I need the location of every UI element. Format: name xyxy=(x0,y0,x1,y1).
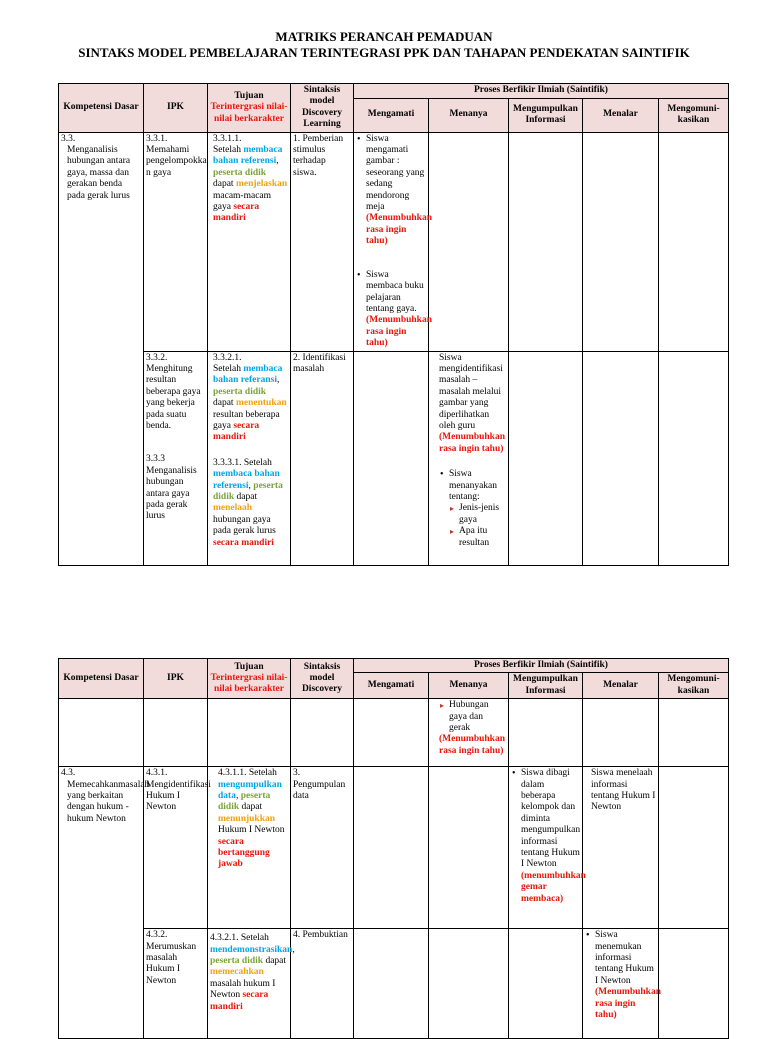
tujuan-cell xyxy=(208,767,291,929)
tujuan-cell xyxy=(208,351,291,565)
sintaks-cell xyxy=(291,351,354,565)
matrix-table-2 xyxy=(58,658,729,1039)
ipk-text: 3.3.2. Menghitung resultan beberapa gaya yang bekerja pada suatu benda. xyxy=(146,352,201,431)
header-proses-berfikir: Proses Berfikir Ilmiah (Saintifik) xyxy=(354,659,729,673)
ipk-text: 3.3.3 Menganalisis hubungan antara gaya pada gerak lurus xyxy=(146,454,197,522)
ipk-cell xyxy=(144,132,208,351)
mengomunikasikan-cell xyxy=(659,929,729,1039)
menalar-text: Siswa menelaah informasi tentang Hukum I Newton xyxy=(591,768,656,813)
mengamati-cell xyxy=(354,132,432,351)
tujuan-number: 3.3.2.1. xyxy=(213,352,242,363)
ipk-cell xyxy=(144,351,208,565)
sintaks-cell xyxy=(291,767,354,929)
sub-list-item: ▸ Hubungan gaya dan gerak xyxy=(449,700,506,734)
mengomunikasikan-cell xyxy=(659,351,729,565)
tujuan-cell xyxy=(208,929,295,1039)
mengamati-cell xyxy=(354,767,429,929)
header-mengumpulkan: Mengumpulkan Informasi xyxy=(509,98,583,132)
list-item: • Siswa menanyakan tentang: ▸ Jenis-jenis gaya ▸ Apa itu resultan xyxy=(449,469,506,549)
sintaks-cell xyxy=(291,132,354,351)
sub-list-item: ▸ Jenis-jenis gaya xyxy=(459,503,506,526)
document-subtitle: SINTAKS MODEL PEMBELAJARAN TERINTEGRASI PPK DAN TAHAPAN PENDEKATAN SAINTIFIK xyxy=(78,45,690,60)
list-item: • Siswa mengamati gambar : seseorang yang sedang mendorong meja (Menumbuhkan rasa ingin tahu) xyxy=(366,134,426,248)
kd-cell xyxy=(59,699,144,767)
menalar-cell xyxy=(583,699,659,767)
header-proses-berfikir: Proses Berfikir Ilmiah (Saintifik) xyxy=(354,84,729,99)
menalar-cell xyxy=(583,929,659,1039)
ipk-text: 3.3.1. Memahami pengelompokka n gaya xyxy=(146,133,207,178)
header-kompetensi-dasar: Kompetensi Dasar xyxy=(59,84,144,133)
sintaks-cell xyxy=(291,699,354,767)
header-menalar: Menalar xyxy=(583,98,659,132)
mengomunikasikan-cell xyxy=(659,132,729,351)
header-sintaksis: Sintaksis model Discovery Learning xyxy=(291,84,354,133)
kd-number: 4.3. xyxy=(61,768,76,779)
menanya-cell xyxy=(429,699,509,767)
mengamati-cell xyxy=(354,351,429,565)
sintaks-step: 3. Pengumpulan data xyxy=(293,768,346,802)
tujuan-text: 3.3.3.1. Setelah membaca bahan referensi, peserta didik dapat menelaah hubungan gaya pada gerak lurus secara mandiri xyxy=(213,457,283,548)
mengumpulkan-cell xyxy=(509,929,583,1039)
kd-cell xyxy=(59,132,144,565)
menanya-cell xyxy=(429,929,509,1039)
header-ipk: IPK xyxy=(144,659,208,699)
sintaks-step: 4. Pembuktian xyxy=(293,930,348,941)
header-ipk: IPK xyxy=(144,84,208,133)
mengamati-cell xyxy=(354,699,429,767)
mengumpulkan-cell xyxy=(509,699,583,767)
header-tujuan-subtitle: Terintergrasi nilai-nilai berkarakter xyxy=(210,672,288,695)
tujuan-text: 4.3.1.1. Setelah mengumpulkan data, peserta didik dapat menunjukkan Hukum I Newton secara bertanggung jawab xyxy=(218,768,285,870)
menanya-cell xyxy=(429,351,509,565)
menanya-text: Siswa mengidentifikasi masalah – masalah melalui gambar yang diperlihatkan oleh guru (Menumbuhkan rasa ingin tahu) xyxy=(439,352,505,454)
ipk-text: 4.3.1. Mengidentifikasi Hukum I Newton xyxy=(146,768,211,813)
menanya-cell xyxy=(429,767,509,929)
tujuan-text: Setelah membaca bahan referensi, peserta didik dapat menjelaskan macam-macam gaya secara mandiri xyxy=(213,145,288,224)
ipk-cell xyxy=(144,767,211,929)
list-item: • Siswa membaca buku pelajaran tentang gaya. (Menumbuhkan rasa ingin tahu) xyxy=(366,270,426,350)
tujuan-text: Setelah membaca bahan referansi, peserta didik dapat menentukan resultan beberapa gaya secara mandiri xyxy=(213,363,287,443)
header-mengomunikasikan: Mengomuni-kasikan xyxy=(659,673,729,699)
menalar-cell xyxy=(583,767,659,929)
tujuan-cell xyxy=(208,132,291,351)
header-menanya: Menanya xyxy=(429,673,509,699)
tujuan-number: 3.3.1.1. xyxy=(213,133,242,144)
tujuan-cell xyxy=(208,699,291,767)
header-tujuan-title: Tujuan xyxy=(234,90,264,101)
list-item: • Siswa menemukan informasi tentang Hukum I Newton (Menumbuhkan rasa ingin tahu) xyxy=(595,930,656,1021)
header-menalar: Menalar xyxy=(583,673,659,699)
header-kompetensi-dasar: Kompetensi Dasar xyxy=(59,659,144,699)
sintaks-step: 1. Pemberian stimulus terhadap siswa. xyxy=(293,133,344,178)
tujuan-text: 4.3.2.1. Setelah mendemonstrasikan, peserta didik dapat memecahkan masalah hukum I Newton secara mandiri xyxy=(210,933,295,1012)
mengumpulkan-cell xyxy=(509,132,583,351)
menanya-note: (Menumbuhkan rasa ingin tahu) xyxy=(439,734,505,756)
kd-text: Memecahkanmasalah yang berkaitan dengan hukum - hukum Newton xyxy=(67,779,150,824)
header-tujuan-title: Tujuan xyxy=(234,661,264,672)
sintaks-step: 2. Identifikasi masalah xyxy=(293,352,346,374)
kd-text: Menganalisis hubungan antara gaya, massa dan gerakan benda pada gerak lurus xyxy=(67,145,131,201)
mengumpulkan-cell xyxy=(509,767,586,929)
header-mengumpulkan: Mengumpulkan Informasi xyxy=(509,673,583,699)
document-title: MATRIKS PERANCAH PEMADUAN xyxy=(275,29,493,44)
kd-cell xyxy=(59,767,150,1039)
list-item: • Siswa dibagi dalam beberapa kelompok dan diminta mengumpulkan informasi tentang Hukum I Newton (menumbuhkan gemar membaca) xyxy=(521,768,580,905)
header-mengamati: Mengamati xyxy=(354,673,429,699)
sintaks-cell xyxy=(291,929,354,1039)
mengomunikasikan-cell xyxy=(659,767,729,929)
ipk-text: 4.3.2. Merumuskan masalah Hukum I Newton xyxy=(146,930,197,986)
menanya-cell xyxy=(429,132,509,351)
header-tujuan xyxy=(208,84,291,133)
menalar-cell xyxy=(583,351,659,565)
header-tujuan xyxy=(208,659,291,699)
kd-number: 3.3. xyxy=(61,133,76,144)
sub-list-item: ▸ Apa itu resultan xyxy=(459,526,506,549)
matrix-table-1 xyxy=(58,83,729,566)
mengumpulkan-cell xyxy=(509,351,583,565)
mengomunikasikan-cell xyxy=(659,699,729,767)
ipk-cell xyxy=(144,929,208,1039)
header-mengamati: Mengamati xyxy=(354,98,429,132)
header-mengomunikasikan: Mengomuni-kasikan xyxy=(659,98,729,132)
menalar-cell xyxy=(583,132,659,351)
header-tujuan-subtitle: Terintergrasi nilai-nilai berkarakter xyxy=(210,102,288,124)
mengamati-cell xyxy=(354,929,429,1039)
ipk-cell xyxy=(144,699,208,767)
header-menanya: Menanya xyxy=(429,98,509,132)
header-sintaksis: Sintaksis model Discovery xyxy=(291,659,354,699)
